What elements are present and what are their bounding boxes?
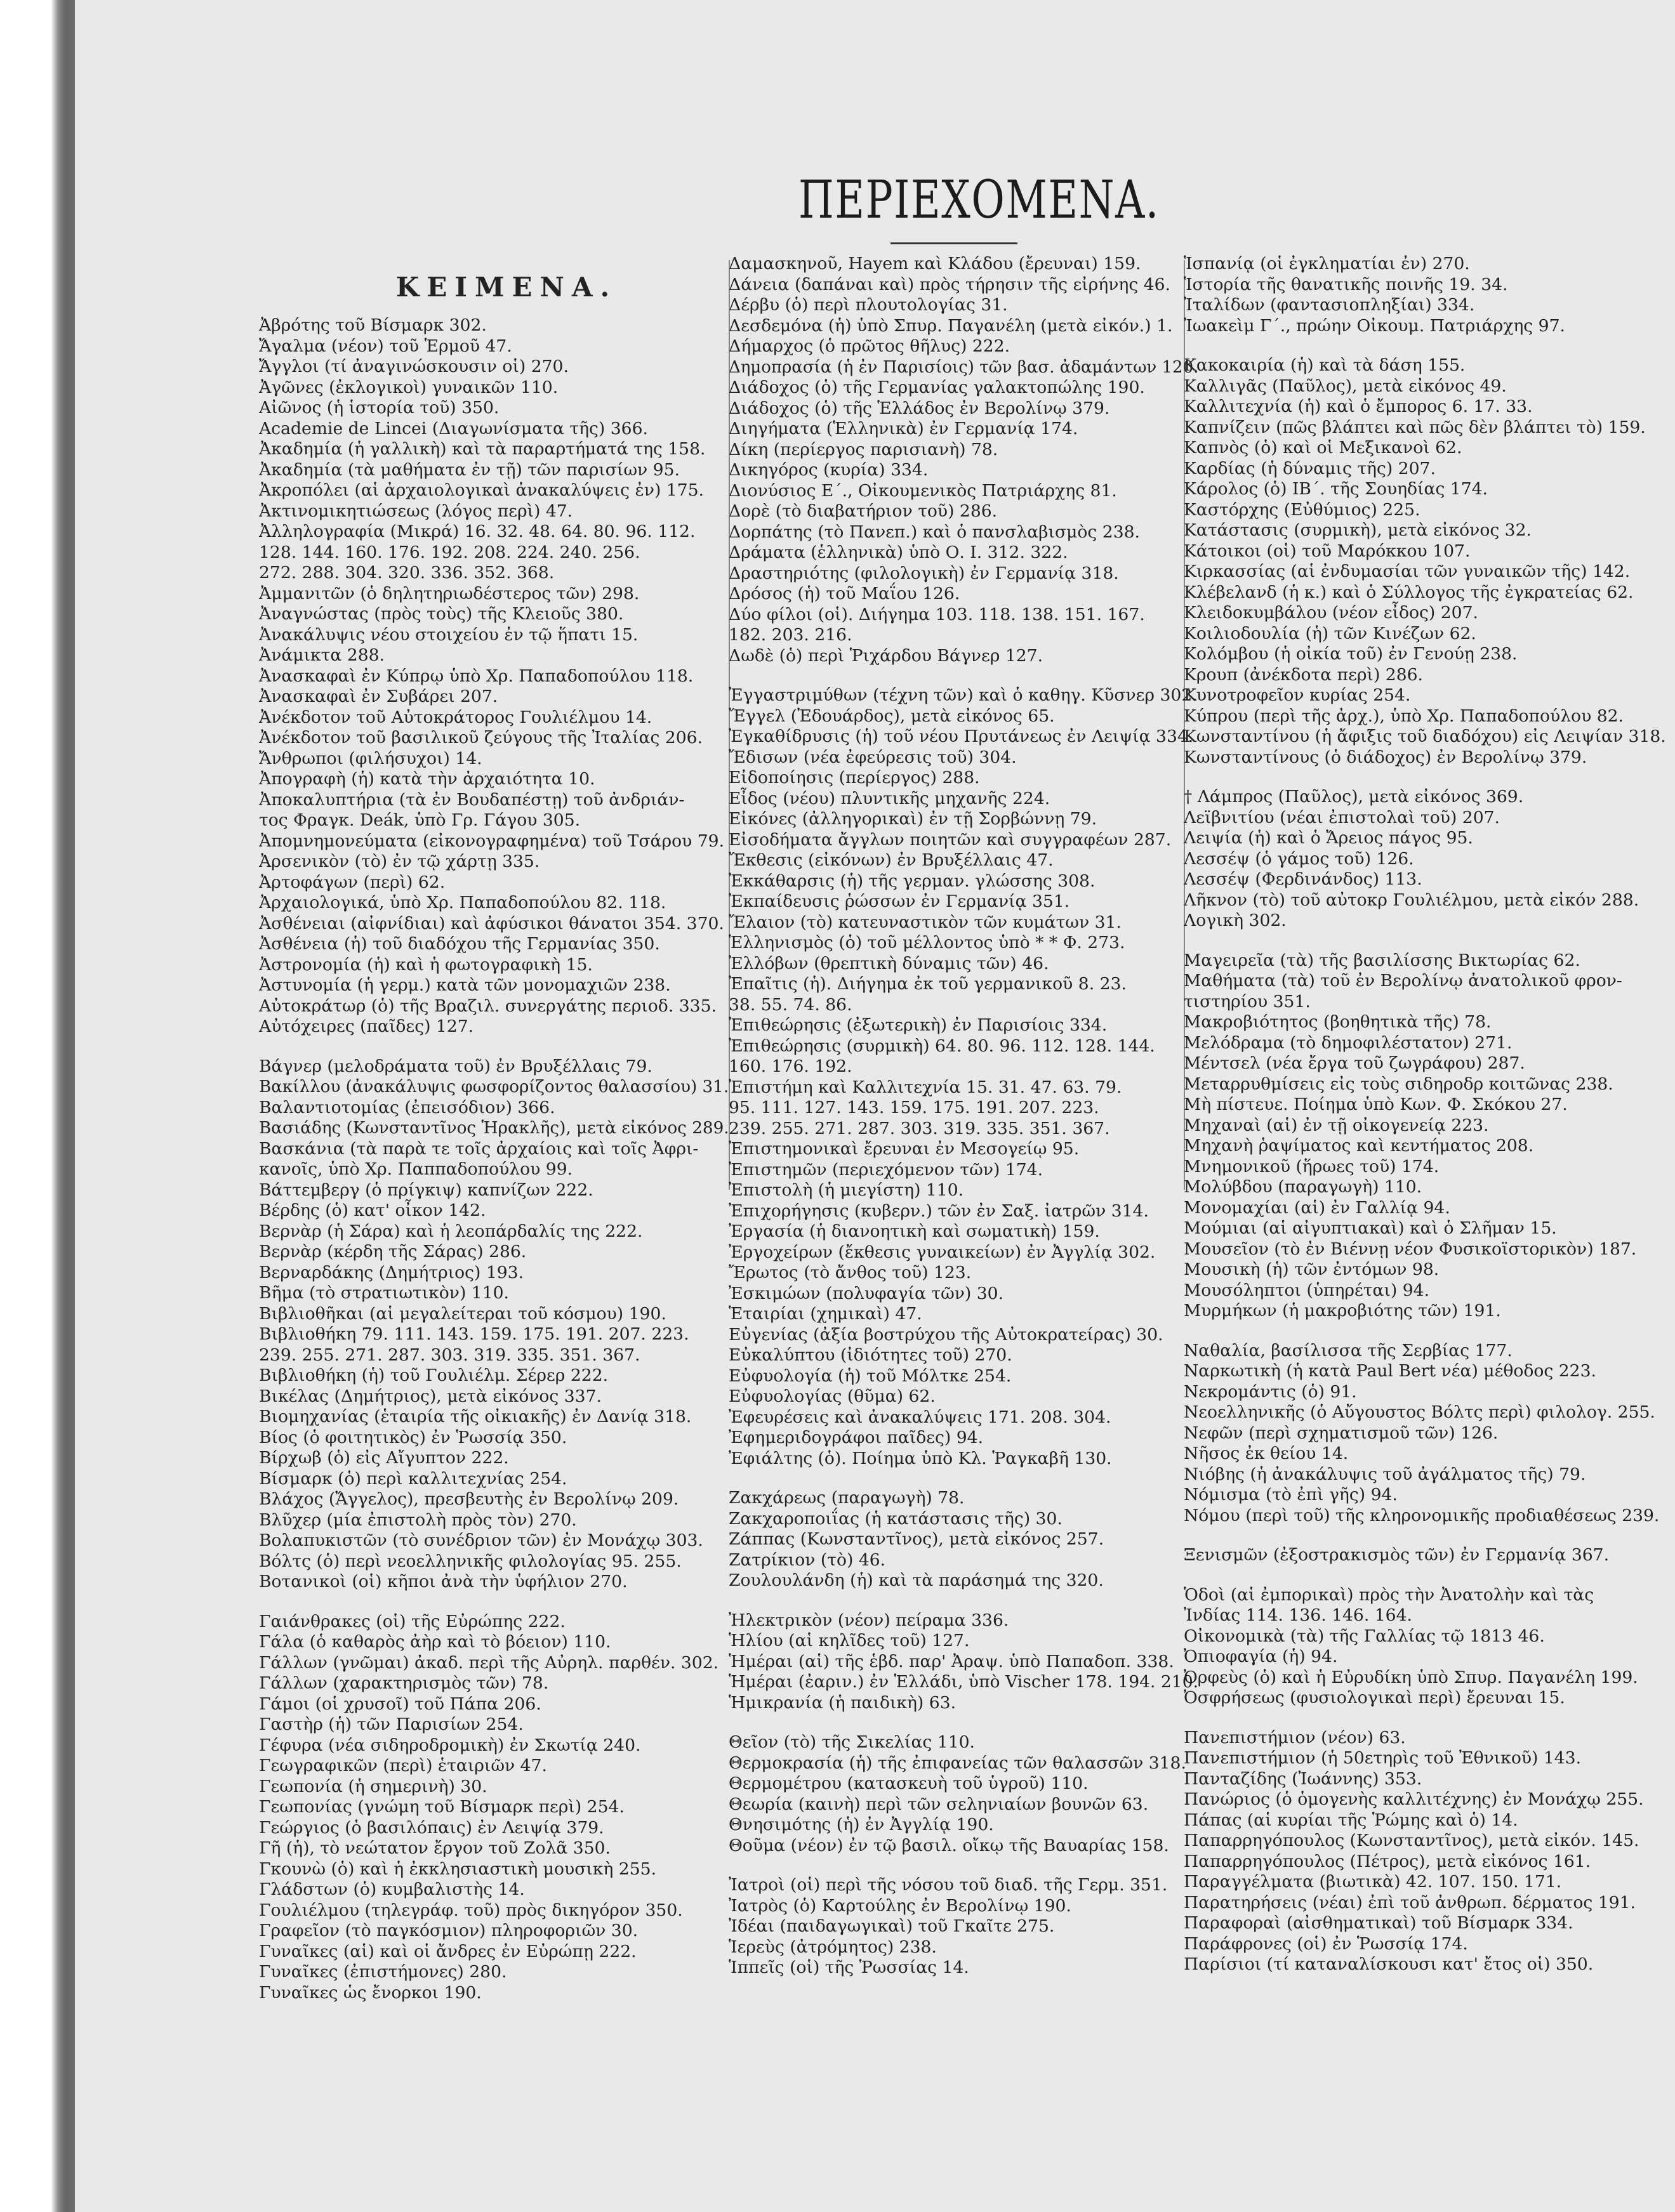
index-entry: Βιβλιοθῆκαι (αἱ μεγαλείτεραι τοῦ κόσμου) 190. bbox=[259, 1303, 666, 1324]
index-entry: Γαιάνθρακες (οἱ) τῆς Εὐρώπης 222. bbox=[259, 1611, 566, 1631]
index-entry: Ζακχαροποιΐας (ἡ κατάστασις τῆς) 30. bbox=[729, 1508, 1063, 1529]
index-entry: Γεωπονία (ἡ σημερινὴ) 30. bbox=[259, 1776, 487, 1796]
index-entry: Δάνεια (δαπάναι καὶ) πρὸς τήρησιν τῆς εἰρήνης 46. bbox=[729, 274, 1170, 294]
index-entry: Μελόδραμα (τὸ δημοφιλέστατον) 271. bbox=[1184, 1032, 1513, 1053]
index-entry: τιστηρίου 351. bbox=[1184, 991, 1311, 1011]
index-entry: Δαμασκηνοῦ, Hayem καὶ Κλάδου (ἔρευναι) 159. bbox=[729, 254, 1141, 273]
index-entry: Ἀνάμικτα 288. bbox=[259, 645, 385, 665]
index-entry: Διάδοχος (ὁ) τῆς Ἑλλάδος ἐν Βερολίνῳ 379. bbox=[729, 398, 1110, 418]
index-entry: Ἱστορία τῆς θανατικῆς ποινῆς 19. 34. bbox=[1184, 274, 1508, 294]
index-entry: Ἀρχαιολογικά, ὑπὸ Χρ. Παπαδοπούλου 82. 118. bbox=[259, 893, 666, 912]
index-entry: Λῆκνον (τὸ) τοῦ αὐτοκρ Γουλιέλμου, μετὰ εἰκόν 288. bbox=[1184, 890, 1639, 910]
index-column-1 bbox=[259, 254, 729, 2003]
index-entry: Μηχανὴ ῥαψίματος καὶ κεντήματος 208. bbox=[1184, 1136, 1534, 1155]
index-entry: Γάλλων (χαρακτηρισμὸς τῶν) 78. bbox=[259, 1673, 549, 1693]
group-spacer bbox=[729, 1856, 1198, 1875]
index-entry: Ἀστρονομία (ἡ) καὶ ἡ φωτογραφικὴ 15. bbox=[259, 954, 593, 975]
index-entry: Γλάδστων (ὁ) κυμβαλιστὴς 14. bbox=[259, 1880, 525, 1899]
index-entry: Νιόβης (ἡ ἀνακάλυψις τοῦ ἀγάλματος τῆς) 79. bbox=[1184, 1464, 1586, 1484]
index-entry: Δήμαρχος (ὁ πρῶτος θῆλυς) 222. bbox=[729, 336, 1010, 356]
group-spacer bbox=[259, 1593, 729, 1612]
index-entry: Ἀνέκδοτον τοῦ βασιλικοῦ ζεύγους τῆς Ἰταλίας 206. bbox=[259, 728, 703, 747]
index-entry: Ἔλαιον (τὸ) κατευναστικὸν τῶν κυμάτων 31. bbox=[729, 912, 1122, 932]
index-entry: Βόλτς (ὁ) περὶ νεοελληνικῆς φιλολογίας 95. 255. bbox=[259, 1551, 682, 1571]
index-entry: Ὀπιοφαγία (ἡ) 94. bbox=[1184, 1647, 1338, 1666]
index-entry: Γεώργιος (ὁ βασιλόπαις) ἐν Λειψίᾳ 379. bbox=[259, 1817, 604, 1838]
index-entry: Παραγγέλματα (βιωτικὰ) 42. 107. 150. 171. bbox=[1184, 1872, 1562, 1892]
index-entry: Δωδὲ (ὁ) περὶ Ῥιχάρδου Βάγνερ 127. bbox=[729, 645, 1043, 666]
index-entry: Γυναῖκες (ἐπιστήμονες) 280. bbox=[259, 1962, 507, 1982]
index-entry: Εἰκόνες (ἀλληγορικαὶ) ἐν τῇ Σορβώννῃ 79. bbox=[729, 809, 1097, 829]
index-entry: Κοιλιοδουλία (ἡ) τῶν Κινέζων 62. bbox=[1184, 623, 1476, 643]
index-entry: Ἐκκάθαρσις (ἡ) τῆς γερμαν. γλώσσης 308. bbox=[729, 871, 1096, 891]
index-entry: τος Φραγκ. Deák, ὑπὸ Γρ. Γάγου 305. bbox=[259, 810, 581, 830]
index-entry: Ἔδισων (νέα ἐφεύρεσις τοῦ) 304. bbox=[729, 747, 1017, 767]
index-entry: Βασιάδης (Κωνσταντῖνος Ἡρακλῆς), μετὰ εἰκόνος 289. bbox=[259, 1118, 729, 1138]
index-entry: Βέρδης (ὁ) κατ' οἶκον 142. bbox=[259, 1201, 486, 1220]
index-entry: Παπαρρηγόπουλος (Κωνσταντῖνος), μετὰ εἰκόν. 145. bbox=[1184, 1831, 1639, 1850]
index-entry: Νόμου (περὶ τοῦ) τῆς κληρονομικῆς προδιαθέσεως 239. bbox=[1184, 1505, 1660, 1525]
index-entry: Βάγνερ (μελοδράματα τοῦ) ἐν Βρυξέλλαις 79. bbox=[259, 1056, 652, 1076]
index-entry: Ἀνασκαφαὶ ἐν Κύπρῳ ὑπὸ Χρ. Παπαδοπούλου 118. bbox=[259, 666, 694, 686]
index-entry: Θεωρία (καινὴ) περὶ τῶν σεληνιαίων βουνῶν 63. bbox=[729, 1794, 1149, 1814]
index-entry: Καπνίζειν (πῶς βλάπτει καὶ πῶς δὲν βλάπτει τὸ) 159. bbox=[1184, 417, 1646, 437]
index-column-2 bbox=[729, 254, 1198, 1978]
index-entry: Ζουλουλάνδη (ἡ) καὶ τὰ παράσημά της 320. bbox=[729, 1570, 1104, 1590]
index-entry: Ἐπαῖτις (ἡ). Διήγημα ἐκ τοῦ γερμανικοῦ 8. 23. bbox=[729, 974, 1127, 994]
index-entry: Ἐφημεριδογράφοι παῖδες) 94. bbox=[729, 1428, 984, 1447]
index-entry: Ζατρίκιον (τὸ) 46. bbox=[729, 1550, 886, 1570]
index-entry: Μαγειρεῖα (τὰ) τῆς βασιλίσσης Βικτωρίας 62. bbox=[1184, 950, 1580, 970]
index-entry: Δραστηριότης (φιλολογικὴ) ἐν Γερμανίᾳ 318. bbox=[729, 563, 1119, 583]
index-entry: Ἐφευρέσεις καὶ ἀνακαλύψεις 171. 208. 304. bbox=[729, 1407, 1111, 1427]
index-entry: Δύο φίλοι (οἱ). Διήγημα 103. 118. 138. 151. 167. bbox=[729, 604, 1145, 624]
index-entry: Δορὲ (τὸ διαβατήριον τοῦ) 286. bbox=[729, 501, 998, 521]
index-entry: Ζάππας (Κωνσταντῖνος), μετὰ εἰκόνος 257. bbox=[729, 1529, 1104, 1549]
index-entry: Ἡμέραι (αἱ) τῆς ἑβδ. παρ' Ἀραψ. ὑπὸ Παπαδοπ. 338. bbox=[729, 1651, 1174, 1671]
index-entry: Δορπάτης (τὸ Πανεπ.) καὶ ὁ πανσλαβισμὸς 238. bbox=[729, 522, 1140, 542]
group-spacer bbox=[1184, 1526, 1666, 1545]
index-entry: 239. 255. 271. 287. 303. 319. 335. 351. 367. bbox=[729, 1118, 1110, 1138]
index-entry: Δράματα (ἑλληνικὰ) ὑπὸ Ο. Ι. 312. 322. bbox=[729, 543, 1068, 562]
index-entry: Κάτοικοι (οἱ) τοῦ Μαρόκκου 107. bbox=[1184, 541, 1471, 561]
index-entry: Αἰῶνος (ἡ ἱστορία τοῦ) 350. bbox=[259, 398, 500, 418]
index-entry: 95. 111. 127. 143. 159. 175. 191. 207. 223. bbox=[729, 1098, 1099, 1117]
index-entry: Παραφοραὶ (αἰσθηματικαὶ) τοῦ Βίσμαρκ 334. bbox=[1184, 1913, 1573, 1933]
index-entry: Βάττεμβεργ (ὁ πρίγκιψ) καπνίζων 222. bbox=[259, 1180, 593, 1200]
index-entry: Ἡμέραι (ἐαριν.) ἐν Ἑλλάδι, ὑπὸ Vischer 178. 194. 210. bbox=[729, 1672, 1199, 1692]
index-entry: Θεῖον (τὸ) τῆς Σικελίας 110. bbox=[729, 1732, 975, 1752]
index-entry: Ἐπιστημῶν (περιεχόμενον τῶν) 174. bbox=[729, 1159, 1043, 1180]
index-entry: Κάρολος (ὁ) ΙΒ΄. τῆς Σουηδίας 174. bbox=[1184, 479, 1488, 499]
index-entry: Νῆσος ἐκ θείου 14. bbox=[1184, 1444, 1349, 1463]
index-entry: Βίος (ὁ φοιτητικὸς) ἐν Ῥωσσίᾳ 350. bbox=[259, 1427, 567, 1447]
index-entry: Ἐπιχορήγησις (κυβερν.) τῶν ἐν Σαξ. ἰατρῶν 314. bbox=[729, 1201, 1149, 1221]
index-entry: Ἀκαδημία (τὰ μαθήματα ἐν τῇ) τῶν παρισίων 95. bbox=[259, 459, 680, 480]
index-entry: Ναθαλία, βασίλισσα τῆς Σερβίας 177. bbox=[1184, 1340, 1513, 1360]
index-entry: Κλειδοκυμβάλου (νέον εἶδος) 207. bbox=[1184, 603, 1478, 622]
group-spacer bbox=[1184, 932, 1666, 951]
index-entry: Ἀμμανιτῶν (ὁ δηλητηριωδέστερος τῶν) 298. bbox=[259, 583, 640, 603]
index-entry: Γεωπονίας (γνώμη τοῦ Βίσμαρκ περὶ) 254. bbox=[259, 1797, 625, 1817]
index-entry: Εἰσοδήματα ἄγγλων ποιητῶν καὶ συγγραφέων 287. bbox=[729, 829, 1172, 850]
index-entry: Ἐπιστήμη καὶ Καλλιτεχνία 15. 31. 47. 63. 79. bbox=[729, 1077, 1122, 1097]
index-entry: Αὐτόχειρες (παῖδες) 127. bbox=[259, 1017, 474, 1036]
index-entry: Ἀβρότης τοῦ Βίσμαρκ 302. bbox=[259, 315, 487, 335]
index-entry: Καλλιγᾶς (Παῦλος), μετὰ εἰκόνος 49. bbox=[1184, 376, 1507, 396]
index-entry: Παράφρονες (οἱ) ἐν Ῥωσσίᾳ 174. bbox=[1184, 1933, 1468, 1954]
index-entry: Ἐργασία (ἡ διανοητικὴ καὶ σωματικὴ) 159. bbox=[729, 1221, 1100, 1241]
index-entry: Θοῦμα (νέον) ἐν τῷ βασιλ. οἴκῳ τῆς Βαυαρίας 158. bbox=[729, 1835, 1169, 1855]
index-entry: Νεοελληνικῆς (ὁ Αὔγουστος Βόλτς περὶ) φιλολογ. 255. bbox=[1184, 1402, 1655, 1422]
index-entry: Κολόμβου (ἡ οἰκία τοῦ) ἐν Γενούῃ 238. bbox=[1184, 644, 1518, 664]
index-entry: Μαθήματα (τὰ) τοῦ ἐν Βερολίνῳ ἀνατολικοῦ φρον- bbox=[1184, 971, 1622, 991]
index-entry: Διηγήματα (Ἑλληνικὰ) ἐν Γερμανίᾳ 174. bbox=[729, 419, 1078, 438]
index-entry: Ἀνασκαφαὶ ἐν Συβάρει 207. bbox=[259, 687, 498, 706]
index-entry: Λεϊβνιτίου (νέαι ἐπιστολαὶ τοῦ) 207. bbox=[1184, 807, 1500, 827]
index-entry: Γραφεῖον (τὸ παγκόσμιον) πληροφοριῶν 30. bbox=[259, 1921, 639, 1940]
index-entry: Ἐπιθεώρησις (ἐξωτερικὴ) ἐν Παρισίοις 334. bbox=[729, 1015, 1108, 1035]
index-entry: Ἐπιθεώρησις (συρμικὴ) 64. 80. 96. 112. 128. 144. bbox=[729, 1036, 1155, 1056]
index-entry: Πανταζίδης (Ἰωάννης) 353. bbox=[1184, 1768, 1422, 1789]
index-entry: Κατάστασις (συρμικὴ), μετὰ εἰκόνος 32. bbox=[1184, 520, 1532, 540]
index-entry: Κύπρου (περὶ τῆς ἀρχ.), ὑπὸ Χρ. Παπαδοπούλου 82. bbox=[1184, 706, 1624, 726]
index-entry: Γάλα (ὁ καθαρὸς ἀὴρ καὶ τὸ βόειον) 110. bbox=[259, 1632, 611, 1652]
index-entry: Κιρκασσίας (αἱ ἐνδυμασίαι τῶν γυναικῶν τῆς) 142. bbox=[1184, 562, 1631, 581]
group-spacer bbox=[729, 1469, 1198, 1488]
index-entry: 272. 288. 304. 320. 336. 352. 368. bbox=[259, 563, 555, 583]
index-entry: Ἡμικρανία (ἡ παιδικὴ) 63. bbox=[729, 1692, 957, 1713]
index-entry: Καπνὸς (ὁ) καὶ οἱ Μεξικανοὶ 62. bbox=[1184, 438, 1462, 458]
page-title: ΠΕΡΙΕΧΟΜΕΝΑ. bbox=[798, 170, 1160, 230]
index-entry: Ὀρφεὺς (ὁ) καὶ ἡ Εὐρυδίκη ὑπὸ Σπυρ. Παγανέλη 199. bbox=[1184, 1667, 1638, 1687]
index-entry: Ἰωακεὶμ Γ΄., πρώην Οἰκουμ. Πατριάρχης 97. bbox=[1184, 315, 1565, 336]
index-entry: Ἱσπανίᾳ (οἱ ἐγκληματίαι ἐν) 270. bbox=[1184, 254, 1470, 273]
index-entry: Βικέλας (Δημήτριος), μετὰ εἰκόνος 337. bbox=[259, 1386, 602, 1406]
index-entry: Ἰνδίας 114. 136. 146. 164. bbox=[1184, 1605, 1412, 1625]
index-entry: Μουσόληπτοι (ὑπηρέται) 94. bbox=[1184, 1280, 1430, 1300]
index-entry: Μέντσελ (νέα ἔργα τοῦ ζωγράφου) 287. bbox=[1184, 1053, 1525, 1073]
index-entry: Κωνσταντίνου (ἡ ἄφιξις τοῦ διαδόχου) εἰς Λειψίαν 318. bbox=[1184, 727, 1666, 746]
section-title: ΚΕΙΜΕΝΑ. bbox=[395, 272, 618, 303]
index-entry: Γαστὴρ (ἡ) τῶν Παρισίων 254. bbox=[259, 1715, 524, 1734]
index-entry: Βασκάνια (τὰ παρὰ τε τοῖς ἀρχαίοις καὶ τοῖς Ἀφρι- bbox=[259, 1138, 699, 1159]
index-entry: Αὐτοκράτωρ (ὁ) τῆς Βραζιλ. συνεργάτης περιοδ. 335. bbox=[259, 996, 717, 1016]
group-spacer bbox=[259, 1037, 729, 1057]
index-entry: Ἐπιστημονικαὶ ἔρευναι ἐν Μεσογείῳ 95. bbox=[729, 1139, 1080, 1159]
index-entry: Μυρμήκων (ἡ μακροβιότης τῶν) 191. bbox=[1184, 1301, 1501, 1320]
index-entry: Ἱππεῖς (οἱ) τῆς Ῥωσσίας 14. bbox=[729, 1958, 969, 1977]
index-entry: Ἀκτινομικητιώσεως (λόγος περὶ) 47. bbox=[259, 501, 573, 521]
index-entry: Ἄνθρωποι (φιλήσυχοι) 14. bbox=[259, 748, 482, 768]
index-entry: Διονύσιος Ε΄., Οἰκουμενικὸς Πατριάρχης 81. bbox=[729, 480, 1117, 501]
book-binding-edge bbox=[0, 0, 75, 2212]
index-entry: Ἀστυνομία (ἡ γερμ.) κατὰ τῶν μονομαχιῶν 238. bbox=[259, 975, 671, 995]
group-spacer bbox=[1184, 768, 1666, 787]
index-entry: Γῆ (ἡ), τὸ νεώτατον ἔργον τοῦ Ζολᾶ 350. bbox=[259, 1838, 611, 1858]
title-underline bbox=[890, 242, 1017, 244]
index-entry: Λειψία (ἡ) καὶ ὁ Ἄρειος πάγος 95. bbox=[1184, 828, 1473, 848]
index-entry: Καστόρχης (Εὐθύμιος) 225. bbox=[1184, 499, 1420, 520]
index-entry: Νεφῶν (περὶ σχηματισμοῦ τῶν) 126. bbox=[1184, 1423, 1499, 1443]
group-spacer bbox=[729, 666, 1198, 685]
index-entry: Ἔκθεσις (εἰκόνων) ἐν Βρυξέλλαις 47. bbox=[729, 850, 1054, 870]
index-entry: Ἡλίου (αἱ κηλῖδες τοῦ) 127. bbox=[729, 1631, 970, 1650]
index-entry: Ἐγγαστριμύθων (τέχνη τῶν) καὶ ὁ καθηγ. Κῦσνερ 302. bbox=[729, 685, 1198, 705]
index-entry: Μονομαχίαι (αἱ) ἐν Γαλλίᾳ 94. bbox=[1184, 1197, 1450, 1218]
index-entry: † Λάμπρος (Παῦλος), μετὰ εἰκόνος 369. bbox=[1184, 787, 1524, 806]
index-entry: Ἔρωτος (τὸ ἄνθος τοῦ) 123. bbox=[729, 1263, 972, 1282]
index-entry: Κακοκαιρία (ἡ) καὶ τὰ δάση 155. bbox=[1184, 355, 1466, 375]
index-entry: Θνησιμότης (ἡ) ἐν Ἀγγλίᾳ 190. bbox=[729, 1815, 994, 1834]
index-entry: Βιβλιοθήκη 79. 111. 143. 159. 175. 191. 207. 223. bbox=[259, 1324, 689, 1344]
index-entry: Βιβλιοθήκη (ἡ) τοῦ Γουλιέλμ. Σέρερ 222. bbox=[259, 1366, 609, 1385]
index-entry: Ἀρσενικὸν (τὸ) ἐν τῷ χάρτῃ 335. bbox=[259, 852, 540, 871]
index-entry: Ἄγγλοι (τί ἀναγινώσκουσιν οἱ) 270. bbox=[259, 357, 569, 376]
group-spacer bbox=[1184, 1566, 1666, 1585]
index-entry: Πανώριος (ὁ ὁμογενὴς καλλιτέχνης) ἐν Μονάχῳ 255. bbox=[1184, 1789, 1644, 1809]
index-entry: Γυναῖκες (αἱ) καὶ οἱ ἄνδρες ἐν Εὐρώπῃ 222. bbox=[259, 1941, 637, 1961]
group-spacer bbox=[729, 1591, 1198, 1610]
index-entry: Ἑταιρίαι (χημικαὶ) 47. bbox=[729, 1304, 922, 1324]
index-entry: 128. 144. 160. 176. 192. 208. 224. 240. 256. bbox=[259, 542, 640, 562]
index-entry: Βλῦχερ (μία ἐπιστολὴ πρὸς τὸν) 270. bbox=[259, 1510, 577, 1530]
index-entry: Νεκρομάντις (ὁ) 91. bbox=[1184, 1381, 1357, 1402]
index-entry: Ἀποκαλυπτήρια (τὰ ἐν Βουδαπέστῃ) τοῦ ἀνδριάν- bbox=[259, 789, 685, 810]
index-entry: Ἐσκιμώων (πολυφαγία τῶν) 30. bbox=[729, 1283, 1004, 1303]
index-entry: Ἀκαδημία (ἡ γαλλικὴ) καὶ τὰ παραρτήματά της 158. bbox=[259, 439, 706, 459]
index-entry: Βακίλλου (ἀνακάλυψις φωσφορίζοντος θαλασσίου) 31. bbox=[259, 1077, 729, 1096]
index-entry: Academie de Lincei (Διαγωνίσματα τῆς) 366. bbox=[259, 418, 648, 438]
group-spacer bbox=[1184, 336, 1666, 355]
index-entry: Γκουνὼ (ὁ) καὶ ἡ ἐκκλησιαστικὴ μουσικὴ 255. bbox=[259, 1859, 657, 1879]
index-entry: Καλλιτεχνία (ἡ) καὶ ὁ ἔμπορος 6. 17. 33. bbox=[1184, 397, 1533, 416]
index-entry: 38. 55. 74. 86. bbox=[729, 994, 852, 1015]
index-entry: Ἀσθένειαι (αἰφνίδιαι) καὶ ἀφύσικοι θάνατοι 354. 370. bbox=[259, 913, 724, 933]
index-entry: Ἐπιστολὴ (ἡ μιεγίστη) 110. bbox=[729, 1180, 964, 1200]
group-spacer bbox=[1184, 1322, 1666, 1341]
index-entry: Μολύβδου (παραγωγὴ) 110. bbox=[1184, 1177, 1422, 1197]
index-entry: Εἶδος (νέου) πλυντικῆς μηχανῆς 224. bbox=[729, 788, 1050, 808]
index-entry: Ἠλεκτρικὸν (νέον) πείραμα 336. bbox=[729, 1610, 1009, 1630]
index-entry: Ὀσφρήσεως (φυσιολογικαὶ περὶ) ἔρευναι 15. bbox=[1184, 1688, 1565, 1708]
index-entry: Δικηγόρος (κυρία) 334. bbox=[729, 460, 929, 480]
index-entry: Γυναῖκες ὡς ἔνορκοι 190. bbox=[259, 1982, 482, 2003]
index-entry: Ἐλλόβων (θρεπτικὴ δύναμις τῶν) 46. bbox=[729, 953, 1049, 973]
index-entry: Παρατηρήσεις (νέαι) ἐπὶ τοῦ ἀνθρωπ. δέρματος 191. bbox=[1184, 1892, 1636, 1912]
index-entry: Εὐφυολογίας (θῦμα) 62. bbox=[729, 1386, 936, 1406]
index-entry: Κλέβελανδ (ἡ κ.) καὶ ὁ Σύλλογος τῆς ἐγκρατείας 62. bbox=[1184, 582, 1634, 602]
index-entry: Ἀγῶνες (ἐκλογικοὶ) γυναικῶν 110. bbox=[259, 377, 559, 397]
index-entry: Βίρχωβ (ὁ) εἰς Αἴγυπτον 222. bbox=[259, 1448, 509, 1468]
index-entry: Μνημονικοῦ (ἥρωες τοῦ) 174. bbox=[1184, 1156, 1440, 1176]
index-entry: Μὴ πίστευε. Ποίημα ὑπὸ Κων. Φ. Σκόκου 27. bbox=[1184, 1095, 1568, 1114]
index-entry: Ἐκπαίδευσις ῥώσσων ἐν Γερμανίᾳ 351. bbox=[729, 892, 1070, 911]
index-entry: 160. 176. 192. bbox=[729, 1057, 852, 1076]
index-entry: 239. 255. 271. 287. 303. 319. 335. 351. 367. bbox=[259, 1345, 640, 1365]
index-entry: Βερναρδάκης (Δημήτριος) 193. bbox=[259, 1262, 524, 1282]
index-entry: Μουσεῖον (τὸ ἐν Βιέννῃ νέον Φυσικοϊστορικὸν) 187. bbox=[1184, 1239, 1637, 1259]
index-entry: Πανεπιστήμιον (νέον) 63. bbox=[1184, 1727, 1406, 1748]
index-entry: Ναρκωτικὴ (ἡ κατὰ Paul Bert νέα) μέθοδος 223. bbox=[1184, 1361, 1596, 1381]
index-entry: Μουσικὴ (ἡ) τῶν ἐντόμων 98. bbox=[1184, 1260, 1440, 1279]
index-entry: Κωνσταντίνους (ὁ διάδοχος) ἐν Βερολίνῳ 379. bbox=[1184, 747, 1587, 767]
index-entry: Ἀσθένεια (ἡ) τοῦ διαδόχου τῆς Γερμανίας 350. bbox=[259, 934, 660, 954]
index-entry: Δίκη (περίεργος παρισιανὴ) 78. bbox=[729, 439, 998, 459]
index-entry: Γέφυρα (νέα σιδηροδρομικὴ) ἐν Σκωτίᾳ 240. bbox=[259, 1735, 641, 1755]
index-entry: Γεωγραφικῶν (περὶ) ἑταιριῶν 47. bbox=[259, 1756, 547, 1775]
index-entry: Πάπας (αἱ κυρίαι τῆς Ῥώμης καὶ ὁ) 14. bbox=[1184, 1810, 1518, 1830]
group-spacer bbox=[729, 1713, 1198, 1732]
index-entry: Ἰατροὶ (οἱ) περὶ τῆς νόσου τοῦ διαδ. τῆς Γερμ. 351. bbox=[729, 1875, 1168, 1895]
index-entry: Μούμιαι (αἱ αἰγυπτιακαὶ) καὶ ὁ Σλῆμαν 15. bbox=[1184, 1218, 1557, 1238]
group-spacer bbox=[1184, 1709, 1666, 1728]
index-entry: Νόμισμα (τὸ ἐπὶ γῆς) 94. bbox=[1184, 1485, 1398, 1504]
index-entry: Δέρβυ (ὁ) περὶ πλουτολογίας 31. bbox=[729, 295, 1008, 315]
index-entry: Ἀπογραφὴ (ἡ) κατὰ τὴν ἀρχαιότητα 10. bbox=[259, 769, 595, 789]
index-entry: Βερνὰρ (κέρδη τῆς Σάρας) 286. bbox=[259, 1242, 527, 1261]
index-entry: Ἐγκαθίδρυσις (ἡ) τοῦ νέου Πρυτάνεως ἐν Λειψίᾳ 334. bbox=[729, 727, 1194, 746]
index-entry: Ἀνακάλυψις νέου στοιχείου ἐν τῷ ἥπατι 15. bbox=[259, 624, 639, 645]
index-entry: Ἔγγελ (Ἐδουάρδος), μετὰ εἰκόνος 65. bbox=[729, 706, 1055, 726]
document-page bbox=[75, 0, 1675, 2212]
index-entry: Βολαπυκιστῶν (τὸ συνέδριον τῶν) ἐν Μονάχῳ 303. bbox=[259, 1531, 703, 1550]
index-entry: Βῆμα (τὸ στρατιωτικὸν) 110. bbox=[259, 1283, 509, 1303]
index-entry: Κρουπ (ἀνέκδοτα περὶ) 286. bbox=[1184, 664, 1424, 685]
index-entry: Βαλαντιοτομίας (ἐπεισόδιον) 366. bbox=[259, 1097, 555, 1117]
index-entry: Ξενισμῶν (ἐξοστρακισμὸς τῶν) ἐν Γερμανίᾳ 367. bbox=[1184, 1545, 1610, 1565]
index-entry: Ἀρτοφάγων (περὶ) 62. bbox=[259, 872, 446, 892]
index-entry: Ἐργοχείρων (ἔκθεσις γυναικείων) ἐν Ἀγγλίᾳ 302. bbox=[729, 1242, 1156, 1262]
index-entry: Εὐγενίας (ἀξία βοστρύχου τῆς Αὐτοκρατείρας) 30. bbox=[729, 1324, 1163, 1345]
index-column-3 bbox=[1184, 254, 1666, 1975]
index-entry: Βερνὰρ (ἡ Σάρα) καὶ ἡ λεοπάρδαλίς της 222. bbox=[259, 1221, 643, 1241]
index-entry: Θερμομέτρου (κατασκευὴ τοῦ ὑγροῦ) 110. bbox=[729, 1774, 1089, 1793]
index-entry: Ὁδοὶ (αἱ ἐμπορικαὶ) πρὸς τὴν Ἀνατολὴν καὶ τὰς bbox=[1184, 1584, 1594, 1605]
index-entry: Ἀπομνημονεύματα (εἰκονογραφημένα) τοῦ Τσάρου 79. bbox=[259, 831, 725, 851]
index-entry: Μηχαναὶ (αἱ) ἐν τῇ οἰκογενείᾳ 223. bbox=[1184, 1115, 1489, 1135]
index-entry: Γουλιέλμου (τηλεγράφ. τοῦ) πρὸς δικηγόρον 350. bbox=[259, 1900, 683, 1920]
index-entry: Εὐκαλύπτου (ἰδιότητες τοῦ) 270. bbox=[729, 1345, 1012, 1365]
index-entry: Οἰκονομικὰ (τὰ) τῆς Γαλλίας τῷ 1813 46. bbox=[1184, 1626, 1545, 1646]
index-entry: Καρδίας (ἡ δύναμις τῆς) 207. bbox=[1184, 458, 1436, 478]
index-entry: Κυνοτροφεῖον κυρίας 254. bbox=[1184, 685, 1411, 705]
index-entry: Παρίσιοι (τί καταναλίσκουσι κατ' ἔτος οἱ) 350. bbox=[1184, 1954, 1594, 1974]
index-entry: Λεσσέψ (ὁ γάμος τοῦ) 126. bbox=[1184, 848, 1414, 869]
index-entry: Γάμοι (οἱ χρυσοῖ) τοῦ Πάπα 206. bbox=[259, 1694, 541, 1714]
index-entry: Ζακχάρεως (παραγωγὴ) 78. bbox=[729, 1488, 965, 1508]
index-entry: Διάδοχος (ὁ) τῆς Γερμανίας γαλακτοπώλης 190. bbox=[729, 378, 1145, 397]
index-entry: Ἰατρὸς (ὁ) Καρτούλης ἐν Βερολίνῳ 190. bbox=[729, 1895, 1071, 1916]
index-entry: Δρόσος (ἡ) τοῦ Μαΐου 126. bbox=[729, 584, 960, 603]
index-entry: Ἀνέκδοτον τοῦ Αὐτοκράτορος Γουλιέλμου 14. bbox=[259, 707, 652, 727]
index-entry: Πανεπιστήμιον (ἡ 50ετηρὶς τοῦ Ἐθνικοῦ) 143. bbox=[1184, 1748, 1582, 1768]
index-entry: Λεσσέψ (Φερδινάνδος) 113. bbox=[1184, 869, 1422, 889]
index-entry: Μεταρρυθμίσεις εἰς τοὺς σιδηροδρ κοιτῶνας 238. bbox=[1184, 1074, 1613, 1094]
index-entry: Ἄγαλμα (νέον) τοῦ Ἑρμοῦ 47. bbox=[259, 336, 512, 356]
index-entry: Θερμοκρασία (ἡ) τῆς ἐπιφανείας τῶν θαλασσῶν 318. bbox=[729, 1753, 1186, 1773]
index-entry: Ἀναγνώστας (πρὸς τοὺς) τῆς Κλειοῦς 380. bbox=[259, 604, 624, 624]
index-entry: Ἐφιάλτης (ὁ). Ποίημα ὑπὸ Κλ. Ῥαγκαβῆ 130. bbox=[729, 1448, 1112, 1468]
index-entry: Μακροβιότητος (βοηθητικὰ τῆς) 78. bbox=[1184, 1012, 1492, 1032]
index-entry: Ἰδέαι (παιδαγωγικαὶ) τοῦ Γκαῖτε 275. bbox=[729, 1916, 1055, 1936]
index-entry: Εὐφυολογία (ἡ) τοῦ Μόλτκε 254. bbox=[729, 1366, 1012, 1386]
index-entry: κανοῖς, ὑπὸ Χρ. Παππαδοπούλου 99. bbox=[259, 1159, 573, 1179]
index-entry: Ἱερεὺς (ἀτρόμητος) 238. bbox=[729, 1937, 937, 1957]
index-entry: Λογικὴ 302. bbox=[1184, 911, 1287, 930]
index-entry: Ἀλληλογραφία (Μικρά) 16. 32. 48. 64. 80. 96. 112. bbox=[259, 522, 696, 541]
index-entry: Ἑλληνισμὸς (ὁ) τοῦ μέλλοντος ὑπὸ * * Φ. 273. bbox=[729, 933, 1125, 952]
index-entry: Ἰταλίδων (φαντασιοπληξίαι) 334. bbox=[1184, 295, 1475, 315]
index-entry: Δημοπρασία (ἡ ἐν Παρισίοις) τῶν βασ. ἀδαμάντων 120. bbox=[729, 357, 1199, 377]
index-entry: Γάλλων (γνῶμαι) ἀκαδ. περὶ τῆς Αὐρηλ. παρθέν. 302. bbox=[259, 1652, 719, 1673]
index-entry: Παπαρρηγόπουλος (Πέτρος), μετὰ εἰκόνος 161. bbox=[1184, 1851, 1591, 1871]
index-entry: Βλάχος (Ἄγγελος), πρεσβευτὴς ἐν Βερολίνῳ 209. bbox=[259, 1489, 679, 1509]
index-entry: 182. 203. 216. bbox=[729, 625, 852, 645]
index-entry: Δεσδεμόνα (ἡ) ὑπὸ Σπυρ. Παγανέλη (μετὰ εἰκόν.) 1. bbox=[729, 315, 1173, 336]
index-entry: Βοτανικοὶ (οἱ) κῆποι ἀνὰ τὴν ὑφήλιον 270. bbox=[259, 1572, 628, 1591]
index-entry: Ἀκροπόλει (αἱ ἀρχαιολογικαὶ ἀνακαλύψεις ἐν) 175. bbox=[259, 480, 705, 500]
index-entry: Βιομηχανίας (ἑταιρία τῆς οἰκιακῆς) ἐν Δανίᾳ 318. bbox=[259, 1407, 692, 1426]
index-entry: Βίσμαρκ (ὁ) περὶ καλλιτεχνίας 254. bbox=[259, 1468, 567, 1489]
index-entry: Εἰδοποίησις (περίεργος) 288. bbox=[729, 768, 980, 787]
